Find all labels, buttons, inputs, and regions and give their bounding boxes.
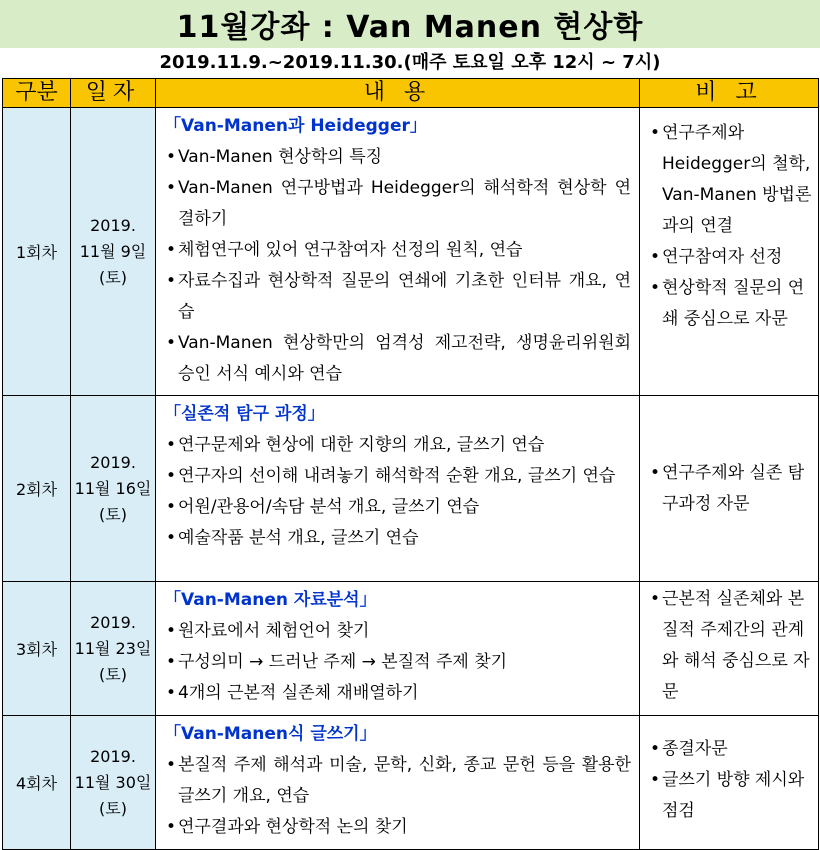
page-title: 11월강좌 : Van Manen 현상학 [0,0,820,48]
content-list [164,750,631,843]
course-table [2,78,819,850]
date-cell [71,716,156,850]
header-note: 비 고 [640,79,819,108]
list-item: • 구성의미 → 드러난 주제 → 본질적 주제 찾기 [164,647,631,678]
note-cell [640,716,819,850]
list-item: • 종결자문 [648,734,812,765]
date-cell [71,108,156,396]
list-item: • Van-Manen 현상학의 특징 [164,142,631,173]
date-day: 11월 30일 [74,772,152,792]
date-day: 11월 16일 [74,478,152,498]
session-cell: 2회차 [3,396,71,582]
list-item: • 자료수집과 현상학적 질문의 연쇄에 기초한 인터뷰 개요, 연습 [164,266,631,328]
list-item: • 연구참여자 선정 [648,242,812,273]
topic-heading: 「Van-Manen과 Heidegger」 [164,116,427,136]
list-item: • 본질적 주제 해석과 미술, 문학, 신화, 종교 문헌 등을 활용한 글쓰기 개요, 연습 [164,750,631,812]
header-content: 내 용 [156,79,640,108]
date-year: 2019. [90,452,136,472]
header-date: 일자 [71,79,156,108]
topic-heading: 「Van-Manen 자료분석」 [164,590,377,610]
list-item: • 근본적 실존체와 본질적 주제간의 관계와 해석 중심으로 자문 [648,584,812,708]
note-list [648,584,812,708]
list-item: • Van-Manen 연구방법과 Heidegger의 해석학적 현상학 연결하기 [164,173,631,235]
content-cell [156,396,640,582]
schedule-subtitle: 2019.11.9.~2019.11.30.(매주 토요일 오후 12시 ~ 7시) [159,52,661,73]
content-list [164,616,631,709]
note-list [648,458,812,520]
date-cell [71,582,156,716]
note-cell [640,396,819,582]
list-item: • 어원/관용어/속담 분석 개요, 글쓰기 연습 [164,492,631,523]
topic-heading: 「Van-Manen식 글쓰기」 [164,724,377,744]
session-cell: 3회차 [3,582,71,716]
list-item: • 연구주제와 Heidegger의 철학, Van-Manen 방법론과의 연결 [648,118,812,242]
note-cell [640,582,819,716]
list-item: • Van-Manen 현상학만의 엄격성 제고전략, 생명윤리위원회 승인 서식 예시와 연습 [164,328,631,390]
content-cell [156,108,640,396]
date-year: 2019. [90,746,136,766]
content-list [164,430,631,554]
content-list [164,142,631,390]
date-day: 11월 23일 [74,638,152,658]
date-day: 11월 9일 [79,241,147,261]
header-session: 구분 [3,79,71,108]
session-cell: 4회차 [3,716,71,850]
session-cell: 1회차 [3,108,71,396]
note-list [648,734,812,827]
list-item: • 원자료에서 체험언어 찾기 [164,616,631,647]
note-cell [640,108,819,396]
date-weekday: (토) [99,504,127,524]
list-item: • 연구결과와 현상학적 논의 찾기 [164,812,631,843]
date-cell [71,396,156,582]
date-year: 2019. [90,215,136,235]
list-item: • 연구주제와 실존 탐구과정 자문 [648,458,812,520]
list-item: • 4개의 근본적 실존체 재배열하기 [164,678,631,709]
content-cell [156,582,640,716]
date-weekday: (토) [99,664,127,684]
table-row [3,716,819,850]
table-header-row [3,79,819,108]
list-item: • 체험연구에 있어 연구참여자 선정의 원칙, 연습 [164,235,631,266]
date-weekday: (토) [99,798,127,818]
date-weekday: (토) [99,267,127,287]
content-cell [156,716,640,850]
table-row [3,108,819,396]
list-item: • 현상학적 질문의 연쇄 중심으로 자문 [648,273,812,335]
list-item: • 연구문제와 현상에 대한 지향의 개요, 글쓰기 연습 [164,430,631,461]
list-item: • 글쓰기 방향 제시와 점검 [648,765,812,827]
list-item: • 연구자의 선이해 내려놓기 해석학적 순환 개요, 글쓰기 연습 [164,461,631,492]
list-item: • 예술작품 분석 개요, 글쓰기 연습 [164,523,631,554]
table-row [3,582,819,716]
topic-heading: 「실존적 탐구 과정」 [164,404,325,424]
table-row [3,396,819,582]
note-list [648,118,812,335]
date-year: 2019. [90,612,136,632]
